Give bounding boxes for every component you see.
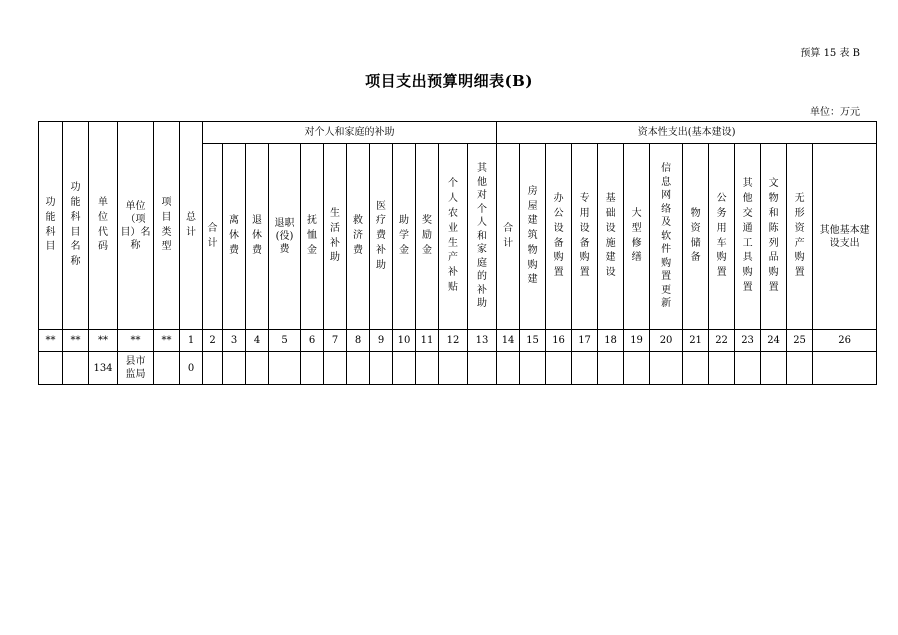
header-cell: 退休费 — [246, 144, 269, 330]
header-cell: 项目类型 — [154, 122, 180, 330]
table-cell: 19 — [624, 330, 650, 352]
header-cell: 无形资产购置 — [787, 144, 813, 330]
header-cell: 信息网络及软件购置更新 — [650, 144, 683, 330]
table-cell: 20 — [650, 330, 683, 352]
table-cell: ** — [154, 330, 180, 352]
header-cell: 文物和陈列品购置 — [761, 144, 787, 330]
table-cell — [650, 352, 683, 385]
table-cell: 9 — [370, 330, 393, 352]
header-cell: 单位（项目）名称 — [118, 122, 154, 330]
header-cell: 生活补助 — [324, 144, 347, 330]
table-cell — [683, 352, 709, 385]
table-cell — [154, 352, 180, 385]
budget-table — [38, 121, 877, 385]
table-cell: 15 — [520, 330, 546, 352]
table-cell: 2 — [203, 330, 223, 352]
table-cell — [735, 352, 761, 385]
header-cell: 救济费 — [347, 144, 370, 330]
header-cell: 总计 — [180, 122, 203, 330]
header-cell: 奖励金 — [416, 144, 439, 330]
table-cell — [546, 352, 572, 385]
table-cell: 6 — [301, 330, 324, 352]
table-cell: 8 — [347, 330, 370, 352]
table-cell: 23 — [735, 330, 761, 352]
header-cell: 合计 — [203, 144, 223, 330]
table-cell: 5 — [269, 330, 301, 352]
table-cell: 12 — [439, 330, 468, 352]
table-cell: 26 — [813, 330, 877, 352]
header-cell: 其他交通工具购置 — [735, 144, 761, 330]
header-cell: 单位代码 — [89, 122, 118, 330]
table-cell — [393, 352, 416, 385]
table-cell — [39, 352, 63, 385]
table-cell — [813, 352, 877, 385]
header-cell: 其他基本建设支出 — [813, 144, 877, 330]
table-cell — [572, 352, 598, 385]
table-cell — [787, 352, 813, 385]
table-cell: 4 — [246, 330, 269, 352]
header-cell: 专用设备购置 — [572, 144, 598, 330]
table-cell: 0 — [180, 352, 203, 385]
header-cell: 其他对个人和家庭的补助 — [468, 144, 497, 330]
group-header-personal-subsidy: 对个人和家庭的补助 — [203, 122, 497, 144]
table-cell — [269, 352, 301, 385]
table-cell — [624, 352, 650, 385]
table-cell: 17 — [572, 330, 598, 352]
header-cell: 离休费 — [223, 144, 246, 330]
header-cell: 助学金 — [393, 144, 416, 330]
table-cell: ** — [118, 330, 154, 352]
table-cell: 25 — [787, 330, 813, 352]
unit-label: 单位：万元 — [810, 107, 860, 118]
header-cell: 公务用车购置 — [709, 144, 735, 330]
header-cell: 个人农业生产补贴 — [439, 144, 468, 330]
page-title: 项目支出预算明细表(B) — [365, 72, 533, 90]
table-cell: ** — [63, 330, 89, 352]
header-cell: 基础设施建设 — [598, 144, 624, 330]
table-cell — [203, 352, 223, 385]
table-cell: 18 — [598, 330, 624, 352]
form-number: 预算 15 表 B — [800, 48, 860, 59]
table-cell — [497, 352, 520, 385]
table-cell — [761, 352, 787, 385]
table-cell — [468, 352, 497, 385]
table-cell: ** — [39, 330, 63, 352]
table-cell: 7 — [324, 330, 347, 352]
header-cell: 功能科目名称 — [63, 122, 89, 330]
table-cell — [439, 352, 468, 385]
header-cell: 物资储备 — [683, 144, 709, 330]
table-cell — [347, 352, 370, 385]
header-cell: 办公设备购置 — [546, 144, 572, 330]
table-cell: 1 — [180, 330, 203, 352]
table-cell — [709, 352, 735, 385]
header-cell: 大型修缮 — [624, 144, 650, 330]
column-number-row — [39, 330, 877, 352]
table-cell — [416, 352, 439, 385]
table-cell — [223, 352, 246, 385]
table-cell — [246, 352, 269, 385]
table-cell: 3 — [223, 330, 246, 352]
table-cell: 14 — [497, 330, 520, 352]
table-cell — [598, 352, 624, 385]
header-cell: 房屋建筑物购建 — [520, 144, 546, 330]
header-cell: 医疗费补助 — [370, 144, 393, 330]
table-cell — [301, 352, 324, 385]
table-cell — [370, 352, 393, 385]
table-cell: 11 — [416, 330, 439, 352]
group-header-capital-expenditure: 资本性支出(基本建设) — [497, 122, 877, 144]
table-cell: 24 — [761, 330, 787, 352]
table-cell: 16 — [546, 330, 572, 352]
table-cell: 13 — [468, 330, 497, 352]
header-cell: 合计 — [497, 144, 520, 330]
table-cell — [520, 352, 546, 385]
header-cell: 退职(役)费 — [269, 144, 301, 330]
table-cell: 22 — [709, 330, 735, 352]
table-row — [39, 352, 877, 385]
header-cell: 抚恤金 — [301, 144, 324, 330]
table-cell — [324, 352, 347, 385]
table-cell: 134 — [89, 352, 118, 385]
table-cell — [63, 352, 89, 385]
group-header-row — [39, 122, 877, 144]
table-cell: ** — [89, 330, 118, 352]
table-cell: 县市监局 — [118, 352, 154, 385]
header-cell: 功能科目 — [39, 122, 63, 330]
table-cell: 10 — [393, 330, 416, 352]
table-cell: 21 — [683, 330, 709, 352]
